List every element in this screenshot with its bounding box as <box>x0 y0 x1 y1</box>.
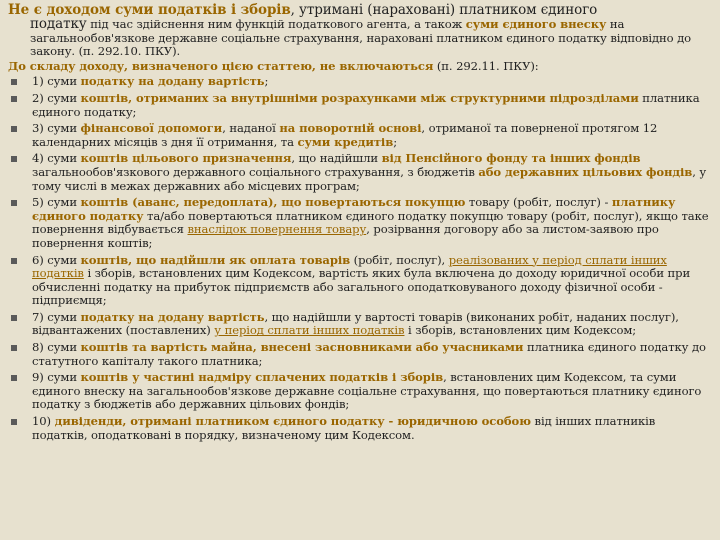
square-bullet-icon <box>11 96 17 102</box>
intro-text: , утримані (нараховані) платником єдиного <box>290 2 598 18</box>
item-text: , що надійшли <box>291 151 382 166</box>
item-highlight: або державних цільових фондів <box>478 164 693 179</box>
list-item <box>8 75 712 89</box>
square-bullet-icon <box>11 315 17 321</box>
square-bullet-icon <box>11 79 17 85</box>
item-text: та/або повертаються платником єдиного податку покупцю товару (робіт, послуг), якщо таке повернення відбувається <box>32 208 709 237</box>
item-text: , розірвання договору або за листом-заявою про повернення коштів; <box>32 222 659 250</box>
list-item <box>8 311 712 338</box>
item-highlight: фінансової допомоги <box>80 121 223 136</box>
item-text: 5) суми <box>32 195 81 210</box>
item-highlight: коштів, отриманих за внутрішніми розрахунками між структурними підрозділами <box>80 90 639 105</box>
item-text: 7) суми <box>32 309 81 324</box>
item-highlight: коштів, що надійшли як оплата товарів <box>80 252 351 267</box>
item-text: 6) суми <box>32 252 81 267</box>
item-underlined: реалізованих у період сплати інших податків <box>32 252 667 281</box>
exclusions-title: До складу доходу, визначеного цією статтею, не включаються <box>8 58 434 73</box>
exclusions-ref: (п. 292.11. ПКУ): <box>433 58 539 73</box>
item-highlight: дивіденди, отримані платником єдиного податку - юридичною особою <box>54 414 531 429</box>
square-bullet-icon <box>11 375 17 381</box>
item-highlight: коштів та вартість майна, внесені засновниками або учасниками <box>80 340 524 355</box>
item-highlight: податку на додану вартість <box>80 309 265 324</box>
square-bullet-icon <box>11 126 17 132</box>
list-item <box>8 254 712 308</box>
list-item <box>8 152 712 193</box>
square-bullet-icon <box>11 258 17 264</box>
item-text: і зборів, встановлених цим Кодексом, вартість яких була включена до доходу юридичної особи при обчисленні податку на прибуток підприємств або загального оподатковуваного доходу фізичної особи - підприємця; <box>32 266 691 308</box>
item-text: товару (робіт, послуг) - <box>465 195 612 210</box>
list-item <box>8 341 712 368</box>
list-item <box>8 371 712 412</box>
item-highlight: податку на додану вартість <box>80 74 265 89</box>
item-highlight: коштів у частині надміру сплачених податків і зборів <box>80 370 444 385</box>
item-text: 1) суми <box>32 74 81 89</box>
list-item <box>8 415 712 442</box>
item-highlight: суми кредитів <box>297 134 394 149</box>
item-text: 8) суми <box>32 340 81 355</box>
item-text: 4) суми <box>32 151 81 166</box>
list-item <box>8 122 712 149</box>
square-bullet-icon <box>11 156 17 162</box>
exclusions-heading <box>8 60 712 74</box>
item-text: , у тому числі в межах державних або місцевих програм; <box>32 164 707 193</box>
item-text: 9) суми <box>32 370 81 385</box>
intro-text: на загальнообов'язкове державне соціальне страхування, нараховані платником єдиного податку відповідно до закону. (п. 292.10. ПКУ). <box>30 17 692 59</box>
item-text: ; <box>264 74 269 89</box>
item-highlight: на поворотній основі <box>279 121 422 136</box>
item-text: 2) суми <box>32 90 81 105</box>
exclusions-list <box>8 75 712 442</box>
item-text: платника єдиного податку; <box>32 90 700 119</box>
item-text: , що надійшли у вартості товарів (виконаних робіт, наданих послуг), відвантажених (поставлених) <box>32 309 679 338</box>
item-text: 10) <box>32 414 55 429</box>
intro-text: під час здійснення ним функцій податкового агента, а також <box>86 17 466 31</box>
item-text: від інших платників податків, оподатковані в порядку, визначеному цим Кодексом. <box>32 414 656 442</box>
item-text: платника єдиного податку до статутного капіталу такого платника; <box>32 340 706 368</box>
item-text: ; <box>393 134 398 149</box>
item-text: , встановлених цим Кодексом, та суми єдиного внеску на загальнообов'язкове державне соціальне страхування, що повертаються платнику єдиного податку з бюджетів або державних цільових фондів; <box>32 370 702 412</box>
item-highlight: коштів (аванс, передоплата), що повертаються покупцю <box>80 195 466 210</box>
item-underlined: внаслідок повернення товару <box>187 222 367 237</box>
item-highlight: платнику єдиного податку <box>32 195 676 223</box>
item-text: 3) суми <box>32 121 81 136</box>
item-text: (робіт, послуг), <box>350 252 449 267</box>
list-item <box>8 196 712 250</box>
square-bullet-icon <box>11 419 17 425</box>
item-text: і зборів, встановлених цим Кодексом; <box>404 323 637 338</box>
intro-text: податку <box>30 16 87 32</box>
list-item <box>8 92 712 119</box>
item-text: , наданої <box>222 121 280 136</box>
item-highlight: коштів цільового призначення <box>80 151 292 166</box>
item-underlined: у період сплати інших податків <box>214 323 405 338</box>
square-bullet-icon <box>11 200 17 206</box>
intro-highlight: суми єдиного внеску <box>465 17 607 31</box>
intro-highlight: Не є доходом суми податків і зборів <box>8 2 291 18</box>
item-text: загальнообов'язкового державного соціального страхування, з бюджетів <box>32 164 479 179</box>
intro-paragraph <box>8 2 712 59</box>
square-bullet-icon <box>11 345 17 351</box>
item-highlight: від Пенсійного фонду та інших фондів <box>381 151 641 166</box>
item-text: , отриманої та поверненої протягом 12 календарних місяців з дня її отримання, та <box>32 121 658 149</box>
